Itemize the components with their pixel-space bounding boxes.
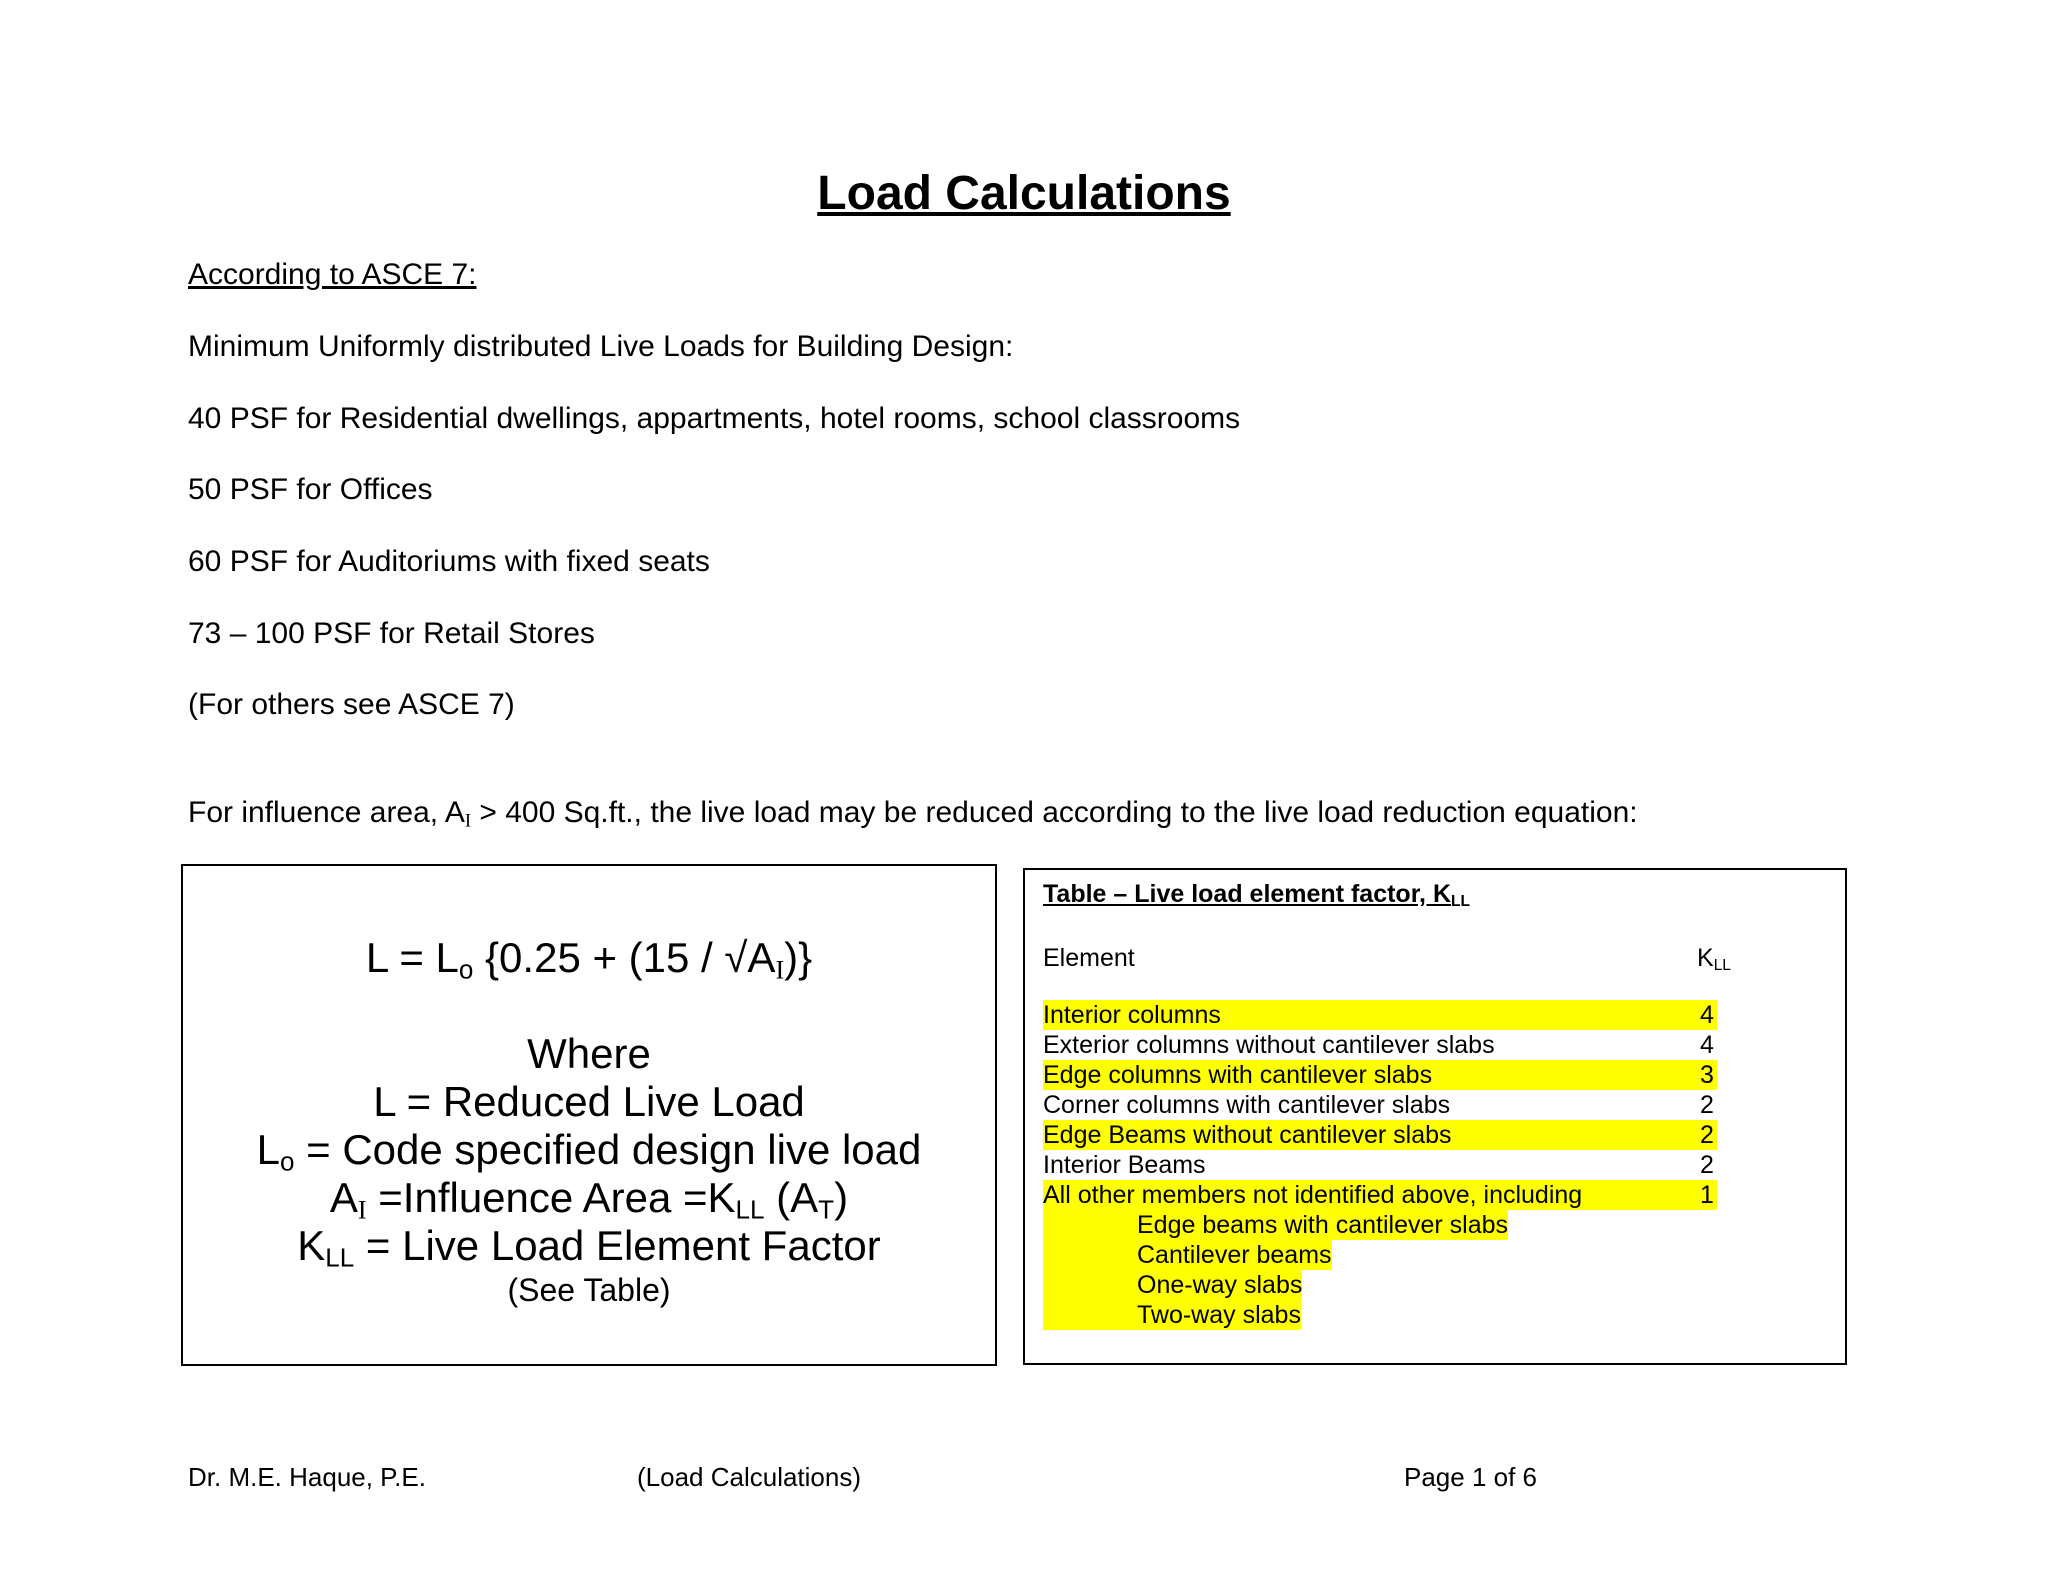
reduction-text-pre: For influence area, A	[188, 796, 465, 829]
load-line-residential: 40 PSF for Residential dwellings, appartments, hotel rooms, school classrooms	[188, 402, 1241, 435]
eq-sub: I	[357, 1195, 367, 1225]
sub-element-name: Two-way slabs	[1043, 1300, 1301, 1330]
kll-header-sub: LL	[1713, 956, 1731, 974]
eq-part: = Code specified design live load	[294, 1126, 922, 1173]
column-header-kll	[1697, 944, 1731, 973]
eq-sub: o	[458, 954, 474, 985]
element-name: Interior Beams	[1043, 1151, 1206, 1179]
element-name: All other members not identified above, including	[1043, 1181, 1583, 1209]
sub-element-name: Edge beams with cantilever slabs	[1043, 1210, 1508, 1240]
kll-value: 1	[1700, 1181, 1714, 1209]
eq-part: = Live Load Element Factor	[354, 1222, 881, 1269]
see-table-note: (See Table)	[507, 1272, 671, 1308]
kll-header-text: K	[1697, 944, 1714, 972]
kll-value: 2	[1700, 1091, 1714, 1119]
element-name: Interior columns	[1043, 1001, 1221, 1029]
kll-value: 4	[1700, 1031, 1714, 1059]
min-loads-heading: Minimum Uniformly distributed Live Loads for Building Design:	[188, 330, 1014, 363]
def-influence-area	[183, 1174, 995, 1225]
element-name: Edge columns with cantilever slabs	[1043, 1061, 1433, 1089]
table-row	[1043, 1120, 1717, 1150]
sub-element-name: One-way slabs	[1043, 1270, 1302, 1300]
kll-value: 2	[1700, 1151, 1714, 1179]
kll-value: 2	[1700, 1121, 1714, 1149]
element-name: Exterior columns without cantilever slabs	[1043, 1031, 1495, 1059]
reduction-text-post: > 400 Sq.ft., the live load may be reduced according to the live load reduction equation:	[471, 796, 1638, 829]
eq-sub: I	[775, 955, 785, 985]
reduction-statement	[188, 796, 1638, 830]
def-reduced-live-load: L = Reduced Live Load	[373, 1078, 805, 1125]
table-row	[1043, 1150, 1717, 1180]
eq-part: L = L	[365, 934, 459, 981]
reduction-equation	[183, 934, 995, 985]
element-name: Edge Beams without cantilever slabs	[1043, 1121, 1452, 1149]
eq-sub: LL	[325, 1242, 355, 1273]
kll-value: 4	[1700, 1001, 1714, 1029]
asce-reference-heading: According to ASCE 7:	[188, 258, 477, 291]
eq-part: =Influence Area =K	[366, 1174, 736, 1221]
kll-table-box	[1023, 868, 1847, 1365]
eq-sub: o	[279, 1146, 295, 1177]
eq-part: )	[834, 1174, 849, 1221]
load-line-others: (For others see ASCE 7)	[188, 688, 515, 721]
table-row	[1043, 1180, 1717, 1210]
table-row	[1043, 1060, 1717, 1090]
table-row	[1043, 1000, 1717, 1030]
eq-part: K	[297, 1222, 326, 1269]
load-line-auditoriums: 60 PSF for Auditoriums with fixed seats	[188, 545, 710, 578]
eq-part: L	[256, 1126, 280, 1173]
footer-author: Dr. M.E. Haque, P.E.	[188, 1462, 426, 1492]
sub-element-name: Cantilever beams	[1043, 1240, 1332, 1270]
load-line-retail: 73 – 100 PSF for Retail Stores	[188, 617, 595, 650]
table-title	[1043, 880, 1470, 909]
footer-page-number: Page 1 of 6	[1404, 1462, 1537, 1492]
element-name: Corner columns with cantilever slabs	[1043, 1091, 1451, 1119]
footer-doc-name: (Load Calculations)	[637, 1462, 862, 1492]
def-element-factor	[183, 1222, 995, 1273]
eq-sub: T	[818, 1194, 835, 1225]
page-title: Load Calculations	[817, 167, 1231, 220]
column-header-element: Element	[1043, 944, 1135, 972]
where-label: Where	[527, 1030, 651, 1077]
load-line-offices: 50 PSF for Offices	[188, 473, 433, 506]
eq-part: )}	[784, 934, 813, 981]
eq-sub: LL	[735, 1194, 765, 1225]
table-title-sub: LL	[1451, 892, 1470, 910]
kll-value: 3	[1700, 1061, 1714, 1089]
equation-box	[181, 864, 997, 1366]
eq-part: (A	[764, 1174, 819, 1221]
eq-part: {0.25 + (15 / √A	[473, 934, 776, 981]
table-title-text: Table – Live load element factor, K	[1043, 880, 1451, 908]
eq-part: A	[329, 1174, 358, 1221]
table-row	[1043, 1030, 1717, 1060]
table-row	[1043, 1090, 1717, 1120]
def-code-live-load	[183, 1126, 995, 1177]
reduction-text-sub: I	[464, 810, 472, 832]
